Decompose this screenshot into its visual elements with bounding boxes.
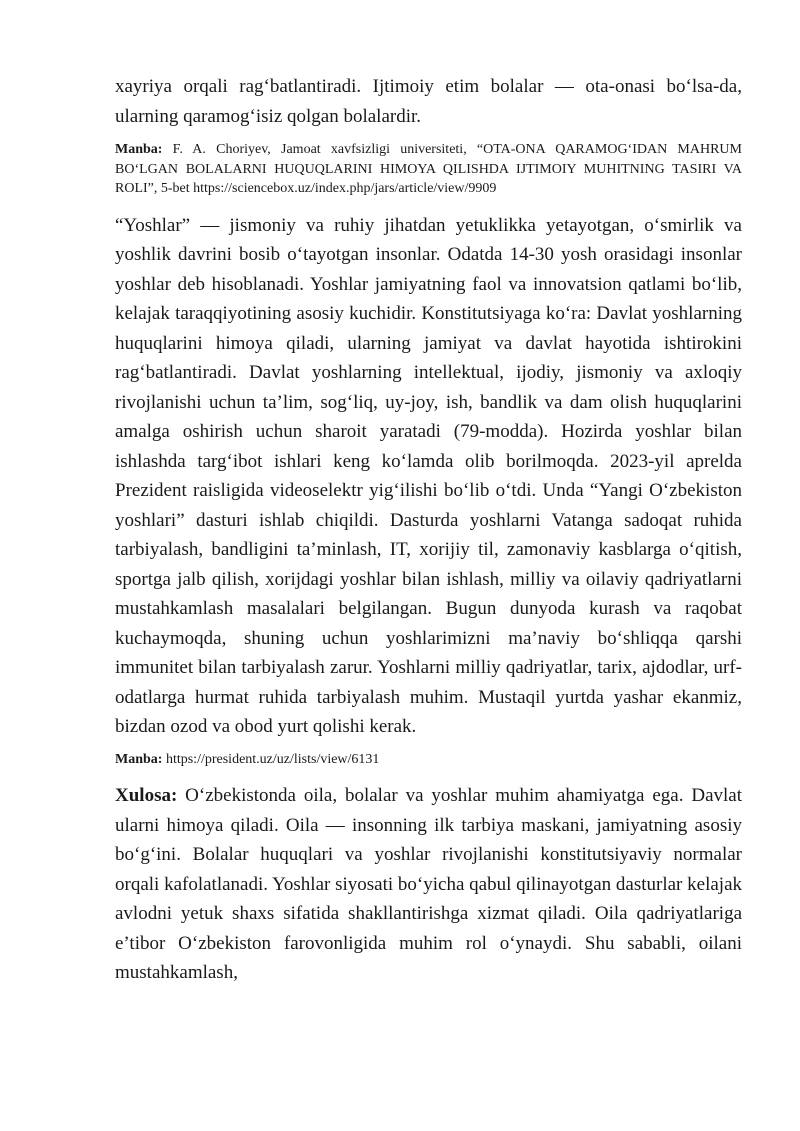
youth-paragraph: “Yoshlar” — jismoniy va ruhiy jihatdan yetuklikka yetayotgan, o‘smirlik va yoshlik davrini bosib o‘tayotgan insonlar. Odatda 14-30 yosh orasidagi insonlar yoshlar deb hisoblanadi. Yoshlar jamiyatning faol va innovatsion qatlami bo‘lib, kelajak taraqqiyotining asosiy kuchidir. Konstitutsiyaga ko‘ra: Davlat yoshlarning huquqlarini himoya qiladi, ularning jamiyat va davlat hayotida ishtirokini rag‘batlantiradi. Davlat yoshlarning intellektual, ijodiy, jismoniy va axloqiy rivojlanishi uchun ta’lim, sog‘liq, uy-joy, ish, bandlik va dam olish huquqlarini amalga oshirish uchun sharoit yaratadi (79-modda). Hozirda yoshlar bilan ishlashda targ‘ibot ishlari keng ko‘lamda olib borilmoqda. 2023-yil aprelda Prezident raisligida videoselektr yig‘ilishi bo‘lib o‘tdi. Unda “Yangi O‘zbekiston yoshlari” dasturi ishlab chiqildi. Dasturda yoshlarni Vatanga sadoqat ruhida tarbiyalash, bandligini ta’minlash, IT, xorijiy til, zamonaviy kasblarga o‘qitish, sportga jalb qilish, xorijdagi yoshlar bilan ishlash, milliy va oilaviy qadriyatlarni mustahkamlash masalalari belgilangan. Bugun dunyoda kurash va raqobat kuchaymoqda, shuning uchun yoshlarimizni ma’naviy bo‘shliqqa qarshi immunitet bilan tarbiyalash zarur. Yoshlarni milliy qadriyatlar, tarix, ajdodlar, urf-odatlarga hurmat ruhida tarbiyalash muhim. Mustaqil yurtda yashar ekanmiz, bizdan ozod va obod yurt qolishi kerak.	[115, 214, 742, 737]
source-note-1	[115, 140, 742, 199]
source-text-2: https://president.uz/uz/lists/view/6131	[162, 751, 380, 767]
conclusion-text: O‘zbekistonda oila, bolalar va yoshlar muhim ahamiyatga ega. Davlat ularni himoya qiladi. Oila — insonning ilk tarbiya maskani, jamiyatning asosiy bo‘g‘ini. Bolalar huquqlari va yoshlar rivojlanishi konstitutsiyaviy normalar orqali kafolatlanadi. Yoshlar siyosati bo‘yicha qabul qilinayotgan dasturlar kelajak avlodni yetuk shaxs sifatida shakllantirishga xizmat qiladi. Oila qadriyatlariga e’tibor O‘zbekiston farovonligida muhim rol o‘ynaydi. Shu sababli, oilani mustahkamlash,	[115, 785, 742, 983]
source-label-1: Manba:	[115, 142, 163, 157]
intro-paragraph: xayriya orqali rag‘batlantiradi. Ijtimoiy etim bolalar — ota-onasi bo‘lsa-da, ularning qaramog‘isiz qolgan bolalardir.	[115, 76, 742, 127]
document-page	[115, 72, 742, 988]
source-note-2	[115, 750, 742, 770]
conclusion-paragraph	[115, 781, 742, 988]
conclusion-label: Xulosa:	[115, 785, 178, 806]
source-label-2: Manba:	[115, 751, 163, 767]
source-text-1: F. A. Choriyev, Jamoat xavfsizligi universiteti, “OTA-ONA QARAMOG‘IDAN MAHRUM BO‘LGAN BOLALARNI HUQUQLARINI HIMOYA QILISHDA IJTIMOIY MUHITNING TASIRI VA ROLI”, 5-bet https://sciencebox.uz/index.php/jars/article/view/9909	[115, 142, 742, 196]
